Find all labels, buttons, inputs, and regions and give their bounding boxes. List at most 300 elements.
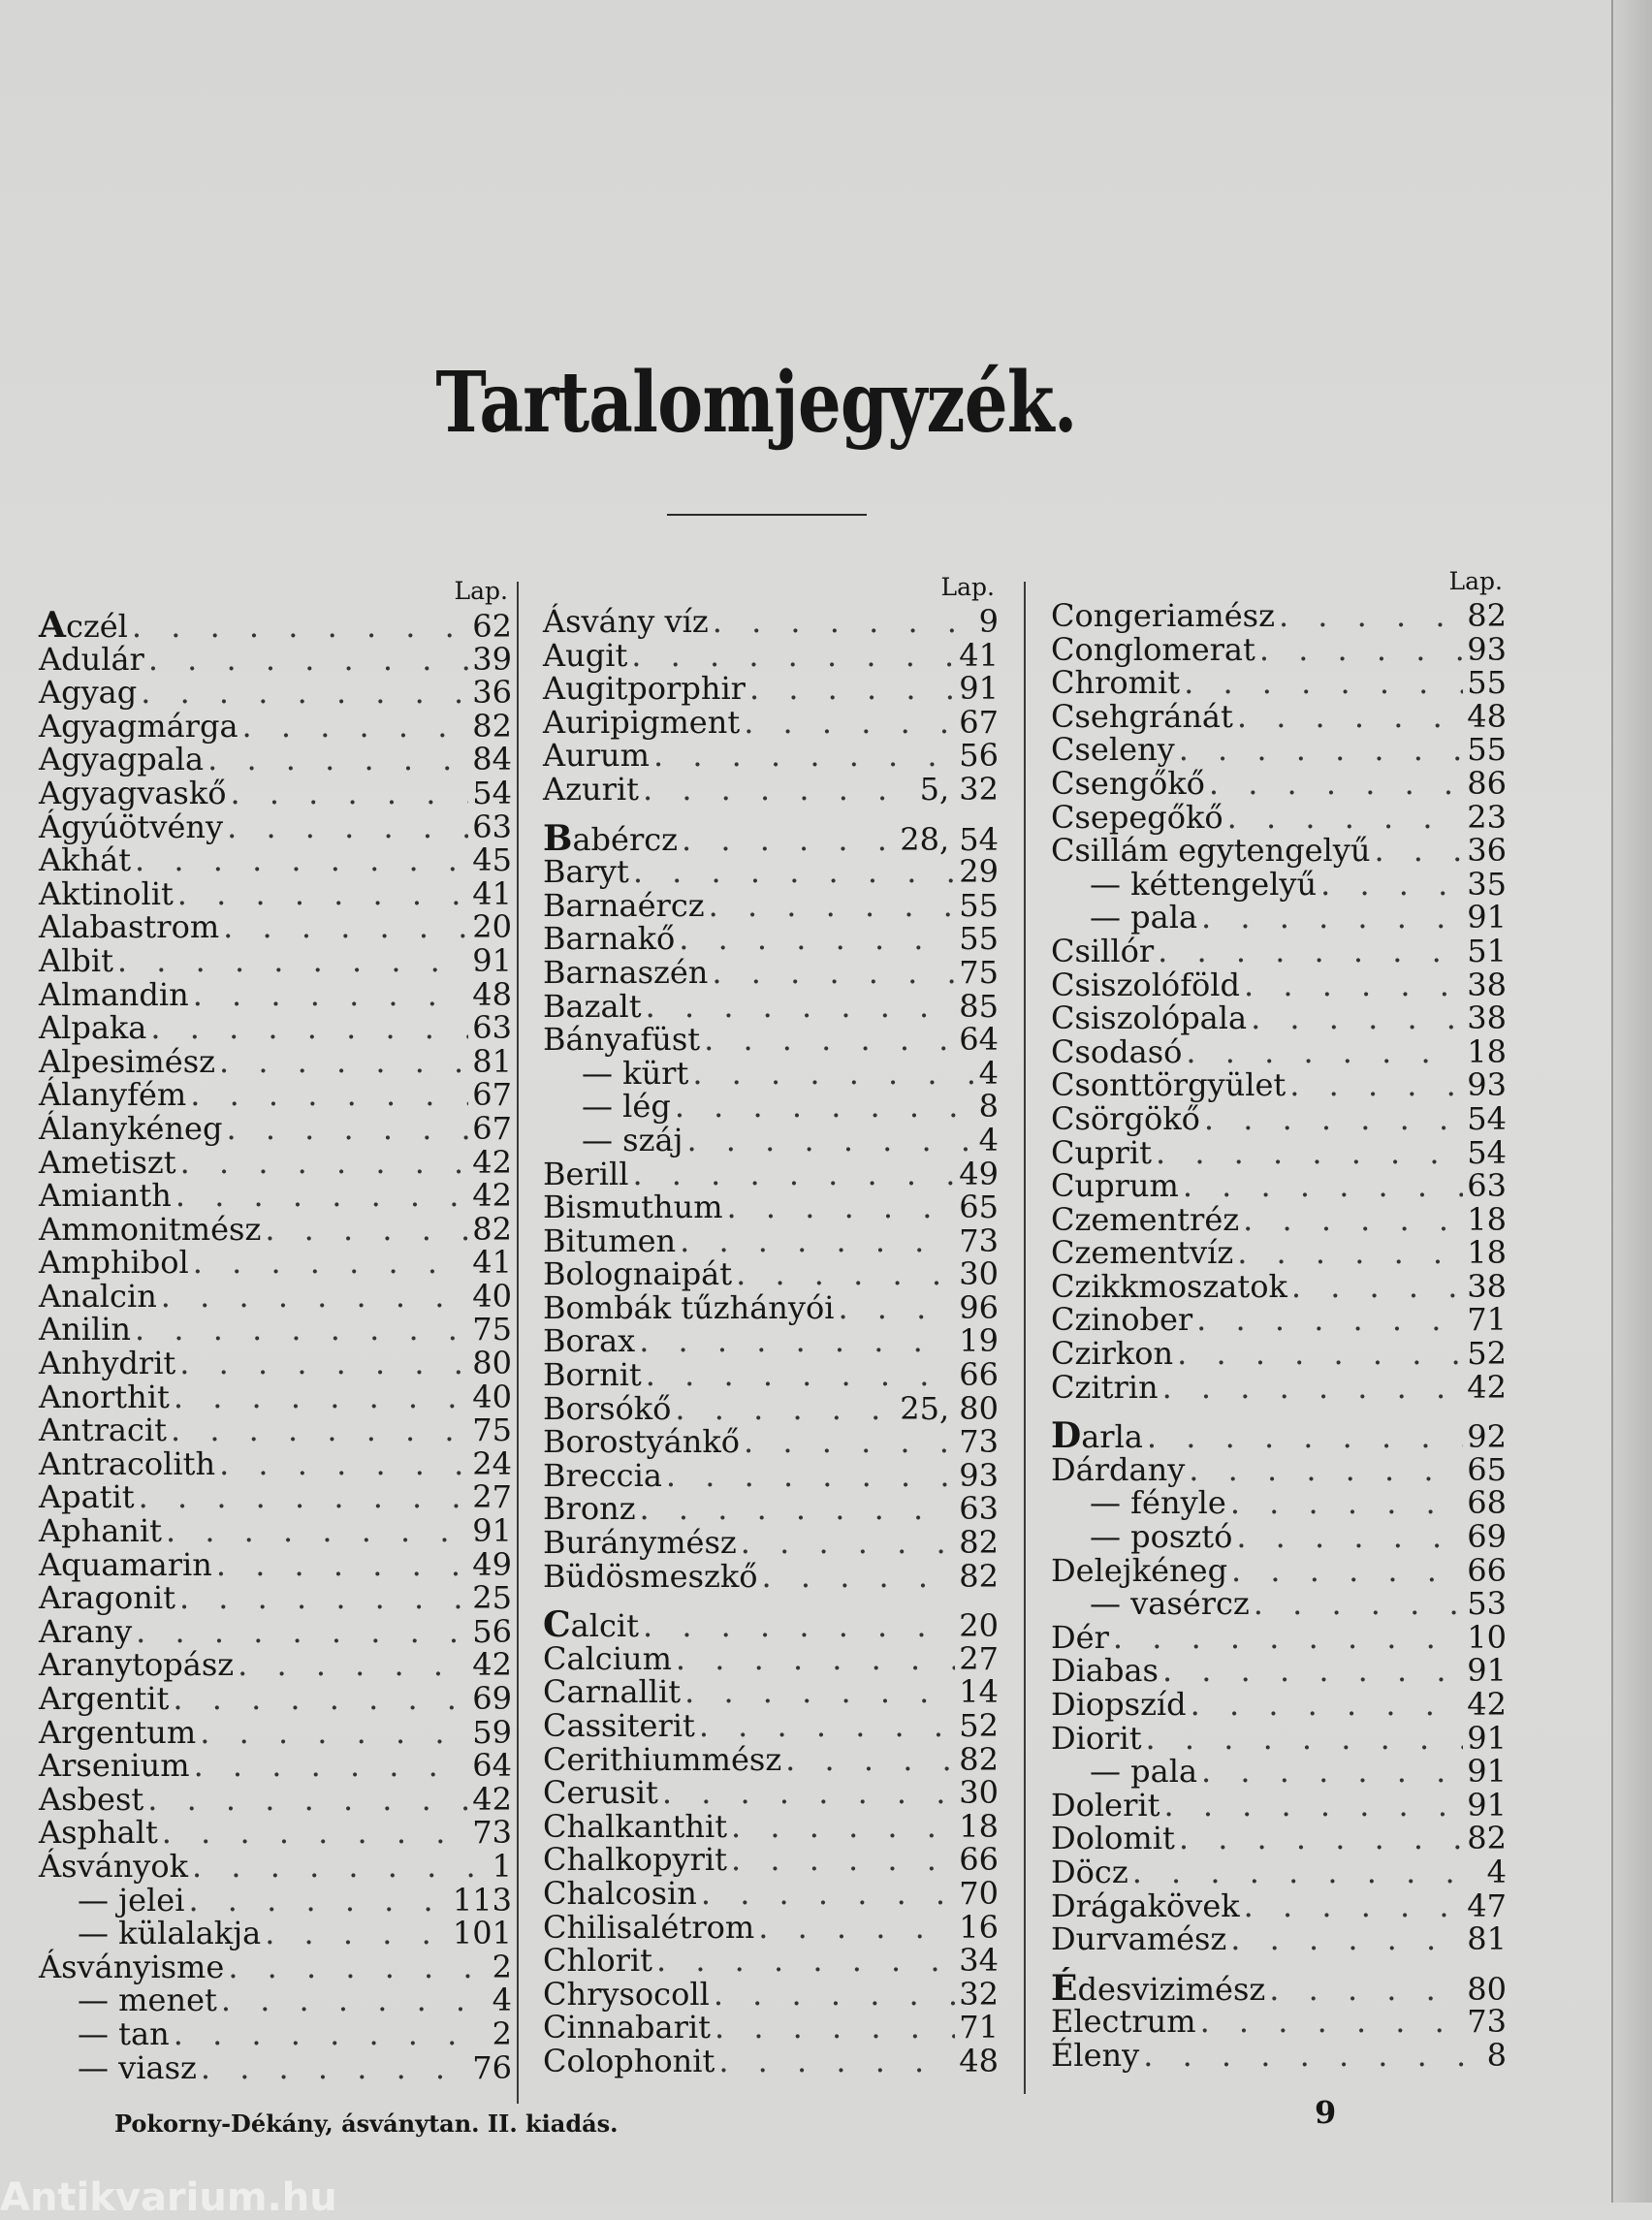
index-entry: [543, 636, 999, 674]
entry-name: Durvamész: [1051, 1920, 1227, 1958]
entry-name: Chalkanthit: [543, 1807, 728, 1845]
entry-page: 8: [1486, 2036, 1507, 2074]
entry-page: 52: [959, 1707, 999, 1744]
dot-leader: [1374, 834, 1463, 868]
dot-leader: [675, 1090, 975, 1124]
entry-name: Aphanit: [39, 1512, 162, 1550]
entry-page: 91: [1467, 1786, 1507, 1824]
dot-leader: [132, 610, 468, 644]
entry-name: Chilisalétrom: [543, 1908, 755, 1946]
index-entry: [543, 987, 999, 1025]
dot-leader: [643, 1609, 955, 1643]
entry-page: 42: [472, 1646, 512, 1684]
index-column-3: [1051, 564, 1507, 2073]
lap-header: Lap.: [940, 573, 995, 601]
entry-page: 51: [1467, 932, 1507, 969]
entry-name: Augitporphir: [543, 670, 746, 708]
entry-page: 42: [1467, 1686, 1507, 1723]
index-entry: [543, 1557, 999, 1595]
entry-name: Cseleny: [1051, 731, 1175, 769]
dot-leader: [1236, 1520, 1463, 1554]
dot-leader: [662, 1776, 955, 1810]
dot-leader: [1201, 1755, 1463, 1789]
dot-leader: [166, 1514, 468, 1548]
index-entry: [1051, 1068, 1507, 1102]
entry-name: Diabas: [1051, 1652, 1159, 1690]
entry-page: 18: [1467, 1234, 1507, 1272]
dot-leader: [135, 1313, 468, 1347]
index-entry: [1051, 1551, 1507, 1589]
entry-name: Alpaka: [39, 1009, 147, 1047]
entry-name: Diorit: [1051, 1719, 1142, 1757]
entry-name: Czementréz: [1051, 1200, 1240, 1238]
entry-page: 42: [472, 1177, 512, 1215]
entry-name: Asbest: [39, 1780, 144, 1818]
index-entry: [39, 874, 512, 912]
index-entry: [543, 703, 999, 741]
index-entry: [1051, 1889, 1507, 1923]
dot-leader: [686, 1124, 974, 1158]
dot-leader: [188, 1884, 448, 1918]
dot-leader: [192, 1850, 489, 1884]
dot-leader: [194, 1749, 469, 1783]
entry-page: 63: [472, 808, 512, 845]
column-divider: [517, 582, 519, 2104]
entry-name: Anorthit: [39, 1378, 170, 1415]
section-initial: C: [543, 1604, 571, 1646]
entry-page: 41: [472, 1244, 512, 1282]
entry-page: 18: [1467, 1032, 1507, 1070]
entry-name: — viasz: [78, 2048, 197, 2086]
dot-leader: [709, 889, 956, 923]
entry-page: 32: [959, 1975, 999, 2013]
entry-page: 38: [1467, 1267, 1507, 1305]
entry-page: 96: [959, 1288, 999, 1326]
entry-name: Czementvíz: [1051, 1234, 1234, 1272]
entry-name: Agyagmárga: [39, 707, 238, 745]
dot-leader: [207, 743, 468, 777]
index-entry: [1051, 1654, 1507, 1688]
dot-leader: [1162, 1654, 1463, 1688]
entry-name: Ásvány víz: [543, 603, 709, 640]
index-entry: [543, 605, 999, 639]
entry-name: Bányafüst: [543, 1021, 701, 1059]
dot-leader: [1132, 1855, 1483, 1889]
entry-page: 5, 32: [919, 770, 999, 808]
entry-page: 82: [1467, 597, 1507, 634]
entry-page: 38: [1467, 999, 1507, 1037]
entry-page: 80: [1467, 1970, 1507, 2008]
entry-name: Chalkopyrit: [543, 1841, 728, 1879]
entry-name: Aquamarin: [39, 1545, 212, 1583]
index-entry: [543, 1054, 999, 1092]
entry-name: Baryt: [543, 853, 629, 891]
index-entry: [39, 743, 512, 777]
index-entry: [1051, 1855, 1507, 1889]
entry-page: 93: [959, 1456, 999, 1494]
entry-page: 4: [492, 1982, 512, 2019]
entry-name: Breccia: [543, 1456, 662, 1494]
index-entry: [1051, 1001, 1507, 1035]
dot-leader: [1189, 1453, 1463, 1487]
entry-page: 49: [472, 1545, 512, 1583]
index-entry: [543, 1221, 999, 1259]
dot-leader: [736, 1257, 955, 1291]
dot-leader: [762, 1560, 956, 1594]
index-entry: [543, 770, 999, 808]
index-entry: [1051, 1267, 1507, 1305]
index-entry: [543, 1526, 999, 1560]
entry-page: 82: [472, 1210, 512, 1248]
entry-name: Dárdany: [1051, 1450, 1186, 1488]
entry-page: 92: [1467, 1418, 1507, 1456]
index-entry: [543, 1843, 999, 1877]
entry-page: 73: [472, 1814, 512, 1852]
dot-leader: [646, 990, 956, 1024]
entry-page: 63: [1467, 1167, 1507, 1205]
entry-name: Agyag: [39, 674, 138, 712]
entry-name-rest: arla: [1081, 1418, 1143, 1456]
entry-page: 40: [472, 1277, 512, 1315]
entry-name: Csengőkő: [1051, 764, 1205, 802]
entry-page: 34: [959, 1942, 999, 1980]
dot-leader: [1200, 2005, 1464, 2039]
entry-name: [39, 605, 128, 646]
index-entry: [543, 1456, 999, 1494]
entry-page: 82: [959, 1557, 999, 1595]
entry-name: Aurum: [543, 737, 650, 775]
entry-name: Delejkéneg: [1051, 1551, 1228, 1589]
entry-page: 4: [978, 1054, 999, 1092]
index-entry: [543, 922, 999, 956]
index-entry: [543, 1776, 999, 1810]
entry-name: Cuprit: [1051, 1133, 1152, 1171]
dot-leader: [631, 639, 955, 673]
entry-page: 67: [959, 703, 999, 741]
entry-name: Dolerit: [1051, 1786, 1160, 1824]
entry-name: Asphalt: [39, 1814, 158, 1852]
dot-leader: [175, 1179, 468, 1213]
dot-leader: [193, 1246, 469, 1280]
entry-page: 68: [1467, 1484, 1507, 1522]
entry-page: 73: [959, 1423, 999, 1461]
dot-leader: [226, 1112, 468, 1146]
entry-name: Berill: [543, 1155, 629, 1192]
entry-page: 75: [472, 1411, 512, 1449]
entry-page: 4: [1486, 1853, 1507, 1890]
entry-page: 55: [959, 920, 999, 958]
dot-leader: [1179, 1822, 1463, 1855]
index-entry: [39, 843, 512, 877]
dot-leader: [1146, 1722, 1464, 1756]
entry-name: — jelei: [78, 1881, 185, 1919]
dot-leader: [177, 877, 468, 911]
dot-leader: [1209, 767, 1463, 801]
entry-page: 54: [472, 774, 512, 811]
entry-name: Augit: [543, 636, 628, 674]
dot-leader: [200, 1716, 468, 1750]
entry-name: Antracit: [39, 1411, 167, 1449]
index-entry: [1051, 1303, 1507, 1337]
entry-name: Czinober: [1051, 1301, 1193, 1339]
entry-page: 55: [959, 886, 999, 924]
entry-name: Dér: [1051, 1618, 1109, 1656]
entry-page: 9: [978, 603, 999, 640]
entry-page: 82: [959, 1524, 999, 1562]
entry-page: 82: [959, 1740, 999, 1778]
dot-leader: [1113, 1621, 1463, 1655]
entry-name: Argentum: [39, 1713, 197, 1751]
entry-page: 29: [959, 853, 999, 891]
index-entry: [1051, 1169, 1507, 1203]
dot-leader: [1320, 868, 1463, 902]
entry-page: 55: [1467, 664, 1507, 702]
entry-page: 91: [472, 941, 512, 979]
entry-page: 24: [472, 1444, 512, 1482]
page-title: Tartalomjegyzék.: [435, 354, 1077, 452]
entry-page: 62: [472, 608, 512, 645]
index-entry: [1051, 1337, 1507, 1371]
column-divider: [1024, 582, 1026, 2094]
index-entry: [39, 1210, 512, 1248]
index-entry: [39, 910, 512, 944]
entry-name: Csehgránát: [1051, 697, 1233, 735]
dot-leader: [643, 773, 916, 807]
entry-name: Csonttörgyület: [1051, 1066, 1287, 1104]
entry-page: 40: [472, 1378, 512, 1415]
entry-name: Cinnabarit: [543, 2009, 711, 2046]
entry-page: 82: [1467, 1820, 1507, 1857]
entry-name: Büdösmeszkő: [543, 1557, 758, 1595]
index-entry: [39, 1545, 512, 1583]
entry-page: 4: [978, 1121, 999, 1158]
index-entry: [1051, 1719, 1507, 1757]
entry-page: 75: [959, 953, 999, 991]
entry-name: Éleny: [1051, 2036, 1140, 2074]
index-entry: [39, 1612, 512, 1650]
entry-name: Csörgökő: [1051, 1099, 1200, 1137]
dot-leader: [1237, 700, 1463, 734]
index-entry: [39, 1950, 512, 1984]
entry-name: Borax: [543, 1322, 636, 1360]
entry-page: 69: [1467, 1518, 1507, 1556]
dot-leader: [656, 1944, 955, 1978]
dot-leader: [179, 1581, 468, 1615]
dot-leader: [1230, 1486, 1463, 1520]
dot-leader: [741, 1526, 956, 1560]
entry-name: Azurit: [543, 770, 639, 808]
entry-page: 66: [959, 1841, 999, 1879]
entry-page: 91: [1467, 1753, 1507, 1791]
entry-name: Adulár: [39, 640, 144, 678]
entry-page: 16: [959, 1908, 999, 1946]
entry-page: 101: [452, 1915, 512, 1952]
dot-leader: [838, 1291, 955, 1325]
index-entry: [39, 1347, 512, 1380]
dot-leader: [180, 1146, 469, 1180]
dot-leader: [227, 810, 468, 844]
entry-name: Albit: [39, 941, 113, 979]
index-entry: [1051, 1822, 1507, 1855]
index-entry: [543, 1090, 999, 1124]
entry-name: Electrum: [1051, 2003, 1196, 2041]
dot-leader: [148, 643, 468, 677]
dot-leader: [147, 1783, 468, 1817]
entry-name: Aktinolit: [39, 874, 174, 912]
index-entry: [1051, 2005, 1507, 2039]
footer-imprint: Pokorny-Dékány, ásványtan. II. kiadás.: [114, 2109, 619, 2138]
dot-leader: [646, 1358, 956, 1392]
index-column-2: [543, 570, 999, 2078]
index-entry: [39, 1917, 512, 1950]
entry-page: 52: [1467, 1335, 1507, 1373]
entry-name: Chrysocoll: [543, 1975, 710, 2013]
entry-page: 56: [959, 737, 999, 775]
index-entry: [1051, 1415, 1507, 1457]
dot-leader: [1143, 2039, 1482, 2073]
entry-name: [543, 817, 679, 859]
dot-leader: [1244, 1889, 1464, 1923]
index-entry: [39, 1444, 512, 1482]
index-entry: [1051, 1520, 1507, 1554]
dot-leader: [712, 956, 955, 990]
dot-leader: [265, 1917, 449, 1950]
entry-name: — kéttengelyű: [1090, 865, 1318, 903]
dot-leader: [1196, 1303, 1463, 1337]
dot-leader: [632, 1158, 955, 1191]
entry-page: 2: [492, 1948, 512, 1985]
dot-leader: [676, 1642, 955, 1676]
index-entry: [1051, 1786, 1507, 1824]
entry-name: Arany: [39, 1612, 133, 1650]
entry-page: 35: [1467, 865, 1507, 903]
dot-leader: [744, 706, 955, 740]
index-entry: [1051, 1618, 1507, 1656]
page-number: 9: [1315, 2094, 1337, 2131]
entry-name: Calcium: [543, 1639, 672, 1677]
entry-name: — fényle: [1090, 1484, 1226, 1522]
index-entry: [543, 886, 999, 924]
entry-page: 42: [472, 1780, 512, 1818]
entry-name: Buránymész: [543, 1524, 737, 1562]
entry-name: Csiszolóföld: [1051, 966, 1241, 1003]
entry-name: Agyagvaskő: [39, 774, 227, 811]
index-entry: [1051, 2036, 1507, 2074]
dot-leader: [1158, 935, 1463, 968]
entry-page: 71: [959, 2009, 999, 2046]
dot-leader: [1163, 1789, 1463, 1823]
index-entry: [39, 1277, 512, 1315]
title-rule: [667, 514, 867, 516]
dot-leader: [704, 1023, 955, 1057]
entry-page: 81: [472, 1042, 512, 1080]
entry-name: Almandin: [39, 975, 189, 1013]
entry-name: Ásványok: [39, 1847, 189, 1885]
dot-leader: [785, 1743, 955, 1777]
dot-leader: [699, 1709, 955, 1743]
entry-name: Chromit: [1051, 664, 1181, 702]
index-entry: [39, 810, 512, 844]
entry-page: 53: [1467, 1585, 1507, 1623]
index-entry: [39, 1780, 512, 1818]
entry-page: 54: [1467, 1099, 1507, 1137]
entry-page: 36: [1467, 832, 1507, 870]
entry-page: 67: [472, 1109, 512, 1147]
dot-leader: [179, 1347, 468, 1380]
entry-name: — pala: [1090, 1753, 1198, 1791]
index-entry: [543, 1639, 999, 1677]
entry-page: 91: [959, 670, 999, 708]
section-initial: É: [1051, 1967, 1078, 2009]
dot-leader: [744, 1425, 955, 1459]
dot-leader: [174, 1380, 468, 1414]
dot-leader: [692, 1057, 974, 1091]
dot-leader: [1179, 733, 1464, 767]
dot-leader: [680, 1224, 955, 1258]
lap-header: Lap.: [1448, 567, 1503, 595]
dot-leader: [749, 672, 955, 706]
dot-leader: [135, 843, 468, 877]
index-entry: [1051, 834, 1507, 868]
entry-name: Diopszíd: [1051, 1686, 1187, 1723]
dot-leader: [675, 1392, 896, 1426]
entry-page: 25, 80: [900, 1389, 999, 1427]
index-entry: [543, 1389, 999, 1427]
dot-leader: [1251, 1001, 1463, 1035]
entry-page: 55: [1467, 731, 1507, 769]
index-entry: [1051, 1967, 1507, 2009]
index-entry: [1051, 630, 1507, 668]
index-entry: [1051, 798, 1507, 836]
entry-page: 63: [959, 1490, 999, 1528]
entry-page: 76: [472, 2048, 512, 2086]
dot-leader: [684, 1675, 955, 1709]
index-entry: [543, 672, 999, 706]
entry-page: 30: [959, 1255, 999, 1293]
dot-leader: [1201, 901, 1463, 935]
index-entry: [543, 1358, 999, 1392]
entry-name: Amianth: [39, 1177, 172, 1215]
dot-leader: [701, 1877, 955, 1911]
entry-name: Chalcosin: [543, 1874, 697, 1912]
entry-page: 66: [959, 1356, 999, 1394]
entry-page: 14: [959, 1673, 999, 1711]
entry-name: Anilin: [39, 1311, 132, 1348]
index-entry: [1051, 932, 1507, 969]
entry-page: 2: [492, 2014, 512, 2052]
dot-leader: [1186, 1035, 1463, 1069]
entry-name: — posztó: [1090, 1518, 1233, 1556]
entry-name-rest: abércz: [572, 820, 679, 858]
dot-leader: [666, 1459, 955, 1493]
entry-name: Drágakövek: [1051, 1887, 1240, 1924]
entry-page: 65: [959, 1189, 999, 1226]
index-entry: [39, 707, 512, 745]
page-edge: [1611, 0, 1652, 2203]
dot-leader: [715, 2011, 955, 2045]
index-entry: [1051, 733, 1507, 767]
index-entry: [39, 1581, 512, 1615]
entry-name: Bolognaipát: [543, 1255, 733, 1293]
dot-leader: [161, 1280, 468, 1314]
index-entry: [39, 1480, 512, 1514]
index-entry: [543, 1324, 999, 1358]
entry-name: Álanykéneg: [39, 1109, 223, 1147]
entry-name: — menet: [78, 1982, 217, 2019]
entry-name: Alpesimész: [39, 1042, 215, 1080]
dot-leader: [150, 1011, 468, 1045]
entry-page: 85: [959, 987, 999, 1025]
